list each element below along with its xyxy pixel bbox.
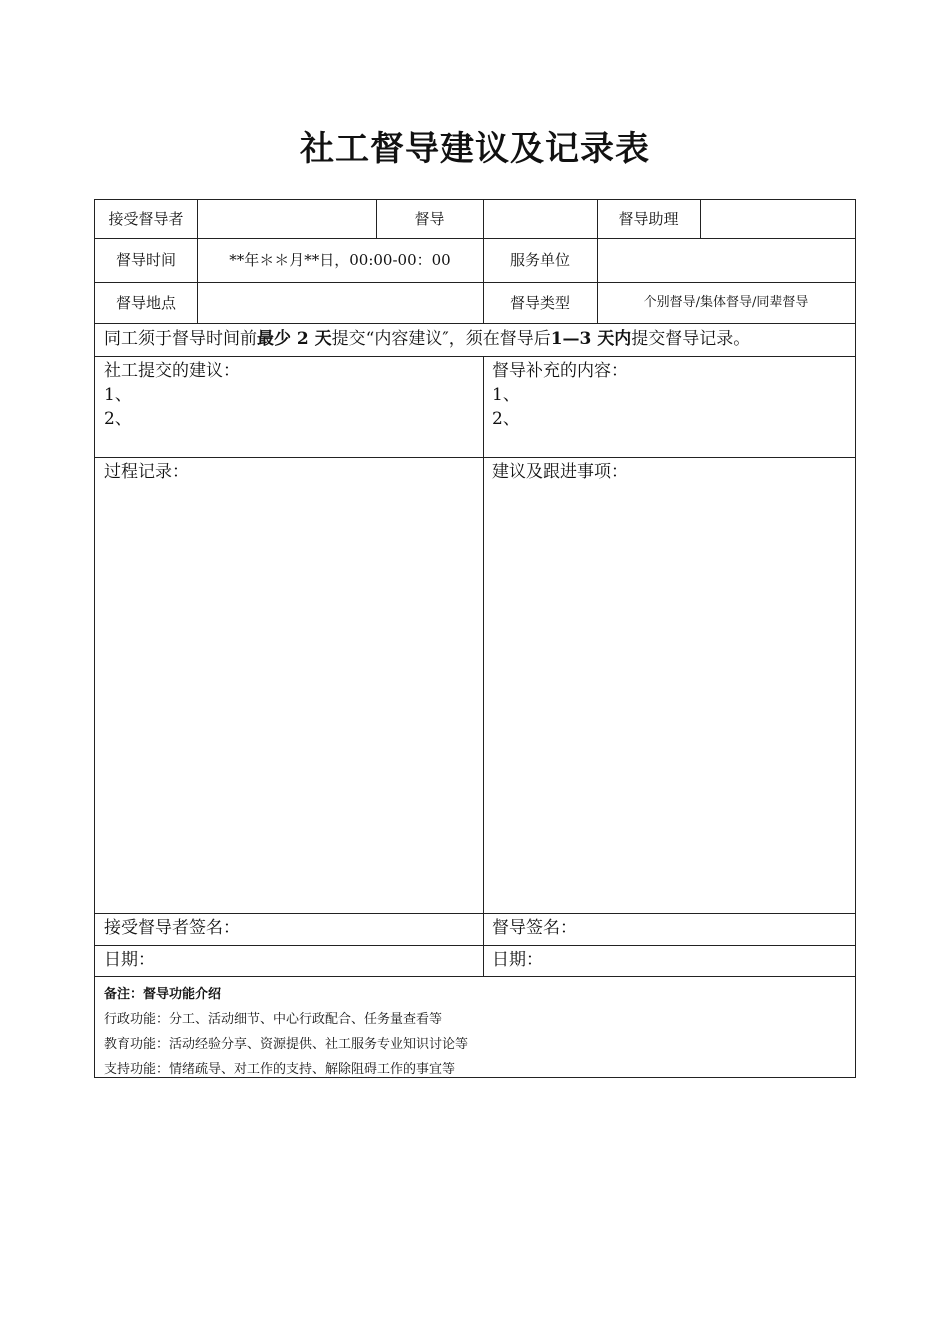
supervisor-signature-field[interactable]	[483, 913, 855, 945]
supervisee-field[interactable]	[197, 200, 376, 238]
type-label: 督导类型	[509, 293, 570, 312]
page-title: 社工督导建议及记录表	[300, 129, 650, 169]
supervisor-additions-cell[interactable]	[483, 356, 855, 457]
unit-field[interactable]	[597, 238, 855, 282]
supervisee-signature-label: 接受督导者签名：	[104, 918, 240, 938]
supervisor-addition-item: 1、	[492, 385, 520, 405]
assistant-label: 督导助理	[618, 210, 679, 228]
supervisor-label: 督导	[414, 210, 445, 228]
follow-up-cell[interactable]	[483, 457, 855, 913]
notes-heading: 备注：督导功能介绍	[104, 987, 222, 1002]
notice-text-1: 同工须于督导时间前	[104, 329, 257, 349]
follow-up-heading: 建议及跟进事项：	[492, 462, 628, 482]
supervisor-date-label: 日期：	[492, 950, 543, 970]
notice-emphasis-2: 1—3 天内	[550, 329, 632, 349]
supervisee-label: 接受督导者	[108, 210, 184, 228]
time-field[interactable]: **年＊＊月**日，00:00-00：00	[229, 251, 451, 269]
supervisor-signature-label: 督导签名：	[492, 918, 577, 938]
supervisor-additions-heading: 督导补充的内容：	[492, 361, 628, 381]
supervisor-addition-item: 2、	[492, 409, 520, 429]
type-field[interactable]: 个别督导/集体督导/同辈督导	[643, 294, 809, 310]
unit-label: 服务单位	[509, 251, 570, 269]
supervisee-signature-field[interactable]	[95, 913, 483, 945]
notes-line: 教育功能：活动经验分享、资源提供、社工服务专业知识讨论等	[104, 1037, 469, 1052]
notes-line: 行政功能：分工、活动细节、中心行政配合、任务量查看等	[104, 1012, 443, 1027]
notes-section	[95, 976, 855, 1077]
time-label: 督导时间	[115, 251, 176, 269]
worker-suggestions-heading: 社工提交的建议：	[104, 361, 240, 381]
notice-emphasis-1: 最少 2 天	[257, 329, 332, 349]
process-record-heading: 过程记录：	[104, 462, 189, 482]
process-record-cell[interactable]	[95, 457, 483, 913]
worker-suggestion-item: 2、	[104, 409, 132, 429]
assistant-field[interactable]	[700, 200, 855, 238]
supervisee-date-label: 日期：	[104, 950, 155, 970]
place-field[interactable]	[197, 282, 483, 323]
notice-text-2: 提交“内容建议″，须在督导后	[331, 329, 551, 349]
supervisor-field[interactable]	[483, 200, 597, 238]
supervision-form	[94, 199, 856, 1078]
notes-line: 支持功能：情绪疏导、对工作的支持、解除阻碍工作的事宜等	[104, 1062, 456, 1077]
notice-text-3: 提交督导记录。	[631, 329, 751, 349]
worker-suggestion-item: 1、	[104, 385, 132, 405]
submission-notice	[95, 323, 855, 356]
place-label: 督导地点	[115, 293, 176, 312]
supervisee-date-field[interactable]	[95, 945, 483, 976]
supervisor-date-field[interactable]	[483, 945, 855, 976]
worker-suggestions-cell[interactable]	[95, 356, 483, 457]
